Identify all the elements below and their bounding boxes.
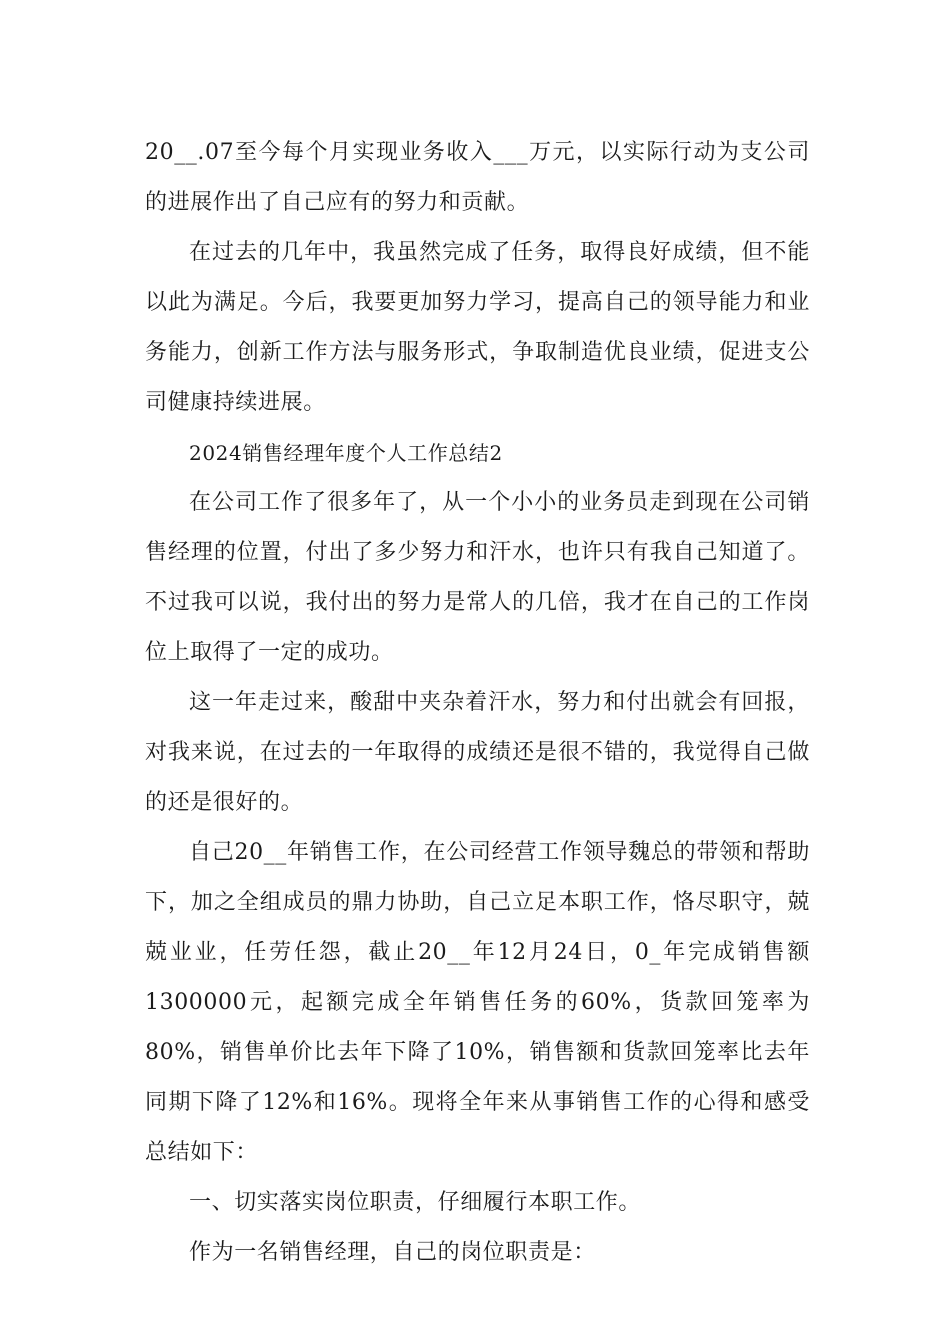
paragraph-reflection: 在过去的几年中，我虽然完成了任务，取得良好成绩，但不能以此为满足。今后，我要更加努力学习，提高自己的领导能力和业务能力，创新工作方法与服务形式，争取制造优良业绩，促进支公司健康持续进展。 [145,240,810,415]
paragraph-year-review: 这一年走过来，酸甜中夹杂着汗水，努力和付出就会有回报，对我来说，在过去的一年取得的成绩还是很不错的，我觉得自己做的还是很好的。 [145,690,810,815]
document-body [145,128,810,1278]
section-title: 2024销售经理年度个人工作总结2 [189,441,503,465]
paragraph-sales-results: 自己20__年销售工作，在公司经营工作领导魏总的带领和帮助下，加之全组成员的鼎力协助，自己立足本职工作，恪尽职守，兢兢业业，任劳任怨，截止20__年12月24日，0_年完成销售额1300000元，起额完成全年销售任务的60%，货款回笼率为80%，销售单价比去年下降了10%，销售额和货款回笼率比去年同期下降了12%和16%。现将全年来从事销售工作的心得和感受总结如下： [145,840,810,1165]
paragraph-duties: 作为一名销售经理，自己的岗位职责是： [189,1240,596,1265]
paragraph-continuation: 20__.07至今每个月实现业务收入___万元，以实际行动为支公司的进展作出了自己应有的努力和贡献。 [145,140,810,215]
subsection-heading: 一、切实落实岗位职责，仔细履行本职工作。 [189,1190,642,1215]
paragraph-intro: 在公司工作了很多年了，从一个小小的业务员走到现在公司销售经理的位置，付出了多少努力和汗水，也许只有我自己知道了。不过我可以说，我付出的努力是常人的几倍，我才在自己的工作岗位上取得了一定的成功。 [145,490,810,665]
